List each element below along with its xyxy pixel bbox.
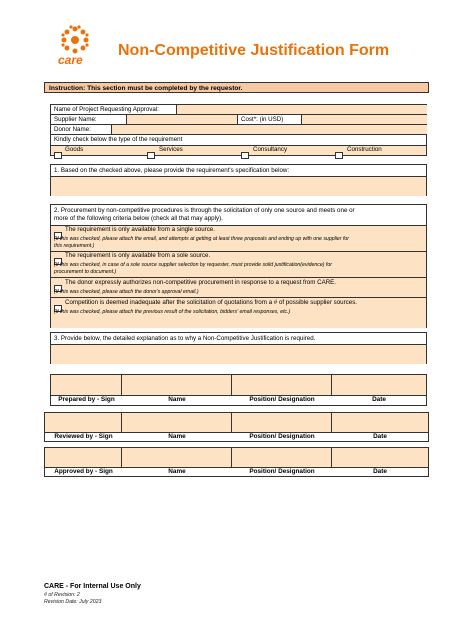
checkbox-consultancy[interactable] xyxy=(241,147,249,165)
approved-position-label: Position/ Designation xyxy=(249,468,315,475)
project-name-label: Name of Project Requesting Approval: xyxy=(54,106,159,113)
question-2-line-2: more of the following criteria below (check all that may apply). xyxy=(54,215,223,222)
donor-name-field[interactable] xyxy=(111,125,427,134)
approved-date-field[interactable] xyxy=(332,448,428,467)
footer-internal-use: CARE - For Internal Use Only xyxy=(44,583,141,590)
reviewed-sign-field[interactable] xyxy=(45,413,122,432)
option-sole-source-note-cont: procurement to document.) xyxy=(54,269,117,275)
requirement-type-options xyxy=(51,146,426,155)
question-3-section xyxy=(50,332,427,364)
question-2-section xyxy=(50,204,427,328)
prepared-position-field[interactable] xyxy=(232,375,332,395)
reviewed-date-field[interactable] xyxy=(332,413,428,432)
prepared-position-label: Position/ Designation xyxy=(249,396,315,403)
cost-field[interactable] xyxy=(301,115,427,124)
approved-sign-field[interactable] xyxy=(45,448,122,467)
prepared-sign-field[interactable] xyxy=(51,375,122,395)
type-consultancy-label: Consultancy xyxy=(253,146,288,153)
approved-sign-label: Approved by - Sign xyxy=(54,468,113,475)
supplier-name-field[interactable] xyxy=(126,115,238,124)
reviewed-position-label: Position/ Designation xyxy=(249,433,315,440)
approved-name-field[interactable] xyxy=(122,448,232,467)
approved-name-label: Name xyxy=(168,468,186,475)
signature-block-reviewed xyxy=(44,412,429,442)
option-competition-inadequate: Competition is deemed inadequate after the solicitation of quotations from a # of possible supplier sources. xyxy=(65,299,358,306)
option-competition-inadequate-note: (If this was checked, please attach the previous result of the solicitation, bidders' email responses, etc.) xyxy=(54,309,291,315)
requirement-type-label: Kindly check below the type of the requirement xyxy=(54,136,183,143)
option-single-source-note: (If this was checked, please attach the email, and attempts at getting at least three proposals and ending up with one supplier for xyxy=(54,236,349,242)
question-1-section xyxy=(50,164,427,196)
prepared-name-label: Name xyxy=(168,396,186,403)
option-sole-source-note: (If this was checked, in case of a sole source supplier selection by requester, must provide solid justification(evidence) for xyxy=(54,262,332,268)
approved-position-field[interactable] xyxy=(232,448,332,467)
option-sole-source: The requirement is only available from a sole source. xyxy=(65,252,211,259)
option-donor-authorized-note: (If this was checked, please attach the donor's approval email.) xyxy=(54,289,199,295)
question-1-answer[interactable] xyxy=(51,176,426,196)
reviewed-date-label: Date xyxy=(373,433,387,440)
type-goods-label: Goods xyxy=(65,146,84,153)
prepared-name-field[interactable] xyxy=(122,375,232,395)
prepared-sign-label: Prepared by - Sign xyxy=(58,396,115,403)
question-2-line-1: 2. Procurement by non-competitive procedures is through the solicitation of only one source and meets one or xyxy=(54,207,355,214)
approved-date-label: Date xyxy=(373,468,387,475)
checkbox-construction[interactable] xyxy=(335,147,343,165)
checkbox-services[interactable] xyxy=(147,147,155,165)
cost-label: Cost*: (in USD) xyxy=(241,116,284,123)
care-logo xyxy=(50,22,100,72)
supplier-name-label: Supplier Name: xyxy=(54,116,97,123)
type-construction-label: Construction xyxy=(347,146,382,153)
type-services-label: Services xyxy=(159,146,183,153)
form-title: Non-Competitive Justification Form xyxy=(118,42,390,59)
checkbox-goods[interactable] xyxy=(54,147,62,165)
option-single-source-note-cont: this requirement.) xyxy=(54,243,95,249)
prepared-date-field[interactable] xyxy=(332,375,426,395)
requirement-info-table xyxy=(50,104,427,156)
donor-name-label: Donor Name: xyxy=(54,126,91,133)
option-donor-authorized: The donor expressly authorizes non-competitive procurement in response to a request from CARE. xyxy=(65,279,337,286)
instruction-banner: Instruction: This section must be completed by the requestor. xyxy=(44,82,429,93)
signature-block-prepared xyxy=(50,374,427,406)
question-3-text: 3. Provide below, the detailed explanation as to why a Non-Competitive Justification is required. xyxy=(54,335,316,342)
reviewed-sign-label: Reviewed by - Sign xyxy=(54,433,113,440)
question-2-options xyxy=(51,225,426,328)
reviewed-name-field[interactable] xyxy=(122,413,232,432)
logo-text: care xyxy=(58,53,83,67)
project-name-field[interactable] xyxy=(176,105,427,114)
footer-revision: # of Revision: 2 xyxy=(44,592,80,598)
question-1-text: 1. Based on the checked above, please provide the requirement's specification below: xyxy=(54,167,290,174)
footer-revision-date: Revision Date: July 2023 xyxy=(44,599,102,605)
reviewed-position-field[interactable] xyxy=(232,413,332,432)
option-single-source: The requirement is only available from a single source. xyxy=(65,226,215,233)
reviewed-name-label: Name xyxy=(168,433,186,440)
prepared-date-label: Date xyxy=(372,396,386,403)
signature-block-approved xyxy=(44,447,429,477)
question-3-answer[interactable] xyxy=(51,344,426,364)
